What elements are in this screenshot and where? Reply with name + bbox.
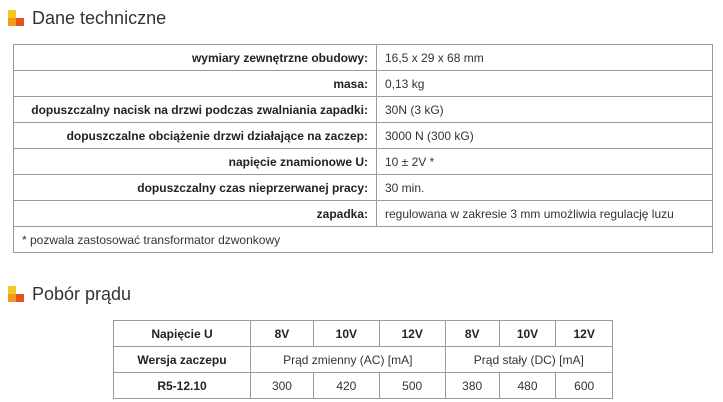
spec-value: 30 min. [377, 175, 713, 201]
table-row [14, 149, 713, 175]
version-label-cell: Wersja zaczepu [114, 347, 251, 373]
table-header-row [114, 321, 613, 347]
table-row [14, 45, 713, 71]
section-title: Dane techniczne [32, 8, 167, 28]
spec-value: 0,13 kg [377, 71, 713, 97]
dc-current-label-cell: Prąd stały (DC) [mA] [445, 347, 612, 373]
table-row [14, 227, 713, 253]
spec-label: dopuszczalny nacisk na drzwi podczas zwalniania zapadki: [14, 97, 377, 123]
table-row [114, 373, 613, 399]
model-cell: R5-12.10 [114, 373, 251, 399]
table-row [14, 97, 713, 123]
spec-label: zapadka: [14, 201, 377, 227]
table-row [14, 123, 713, 149]
footnote: * pozwala zastosować transformator dzwonkowy [14, 227, 713, 253]
spec-label: dopuszczalny czas nieprzerwanej pracy: [14, 175, 377, 201]
table-row [14, 71, 713, 97]
spec-value: 10 ± 2V * [377, 149, 713, 175]
table-header-cell: 10V [313, 321, 379, 347]
brand-logo-icon [8, 10, 26, 26]
table-row [14, 201, 713, 227]
table-cell: 600 [556, 373, 613, 399]
table-header-cell: 12V [379, 321, 445, 347]
table-cell: 300 [251, 373, 314, 399]
ac-current-label-cell: Prąd zmienny (AC) [mA] [251, 347, 446, 373]
spec-label: dopuszczalne obciążenie drzwi działające na zaczep: [14, 123, 377, 149]
table-header-cell: 8V [445, 321, 499, 347]
table-cell: 420 [313, 373, 379, 399]
section-heading-technical [8, 8, 166, 28]
spec-label: masa: [14, 71, 377, 97]
spec-value: 3000 N (300 kG) [377, 123, 713, 149]
section-heading-current [8, 284, 131, 304]
table-row [14, 175, 713, 201]
spec-value: regulowana w zakresie 3 mm umożliwia regulację luzu [377, 201, 713, 227]
table-header-cell: 8V [251, 321, 314, 347]
spec-value: 16,5 x 29 x 68 mm [377, 45, 713, 71]
table-header-cell: 10V [499, 321, 556, 347]
table-cell: 480 [499, 373, 556, 399]
table-header-cell: Napięcie U [114, 321, 251, 347]
brand-logo-icon [8, 286, 26, 302]
current-consumption-table [113, 320, 613, 399]
table-cell: 500 [379, 373, 445, 399]
spec-value: 30N (3 kG) [377, 97, 713, 123]
spec-label: napięcie znamionowe U: [14, 149, 377, 175]
spec-label: wymiary zewnętrzne obudowy: [14, 45, 377, 71]
table-row [114, 347, 613, 373]
table-header-cell: 12V [556, 321, 613, 347]
technical-specs-table [13, 44, 713, 253]
table-cell: 380 [445, 373, 499, 399]
section-title: Pobór prądu [32, 284, 132, 304]
